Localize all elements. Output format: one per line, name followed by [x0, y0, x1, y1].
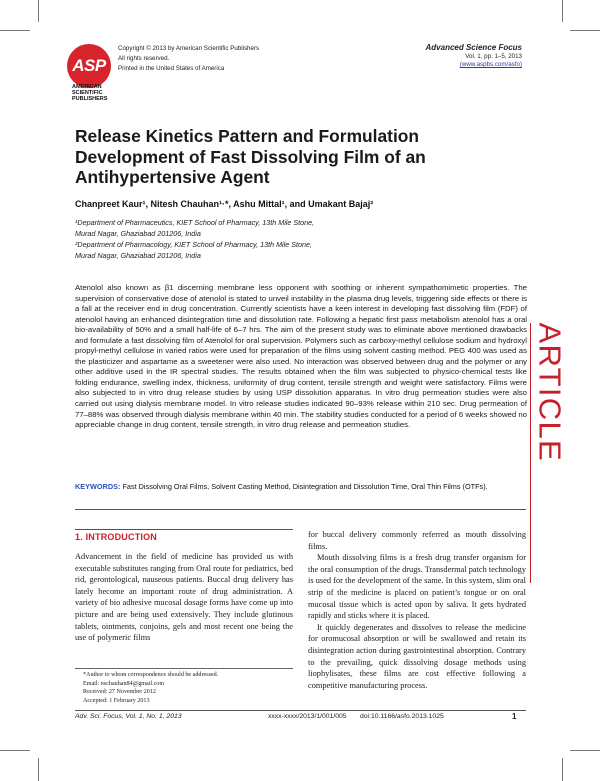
author-list: Chanpreet Kaur¹, Nitesh Chauhan¹·*, Ashu Mittal¹, and Umakant Bajaj² [75, 199, 374, 209]
footer-codes: xxxx-xxxx/2013/1/001/005 [268, 713, 347, 720]
footer-rule [75, 710, 526, 711]
publisher-logo [67, 44, 111, 88]
crop-mark [38, 0, 39, 22]
article-side-bar [530, 323, 531, 583]
crop-mark [0, 30, 30, 31]
paragraph: Mouth dissolving films is a fresh drug transfer organism for the oral consumption of the drugs. Transdermal patch technology is used for the development of the same. In this system, slim oral strip of the medicine is placed on patient’s tongue or on oral mucosal tissue which is acted upon by saliva. It gets hydrated rapidly and sticks where it is placed. [308, 553, 526, 621]
keywords-label: KEYWORDS: [75, 482, 121, 491]
footer-journal-ref: Adv. Sci. Focus, Vol. 1, No. 1, 2013 [75, 713, 182, 720]
crop-mark [570, 750, 600, 751]
footnote: *Author to whom correspondence should be addressed. Email: nschauhan84@gmail.com Received: 27 November 2012 Accepted: 1 February 2013 [83, 672, 219, 705]
paragraph: It quickly degenerates and dissolves to release the medicine for oromucosal absorption or will be swallowed and retain its disintegration action during gastrointestinal absorption. Contrary to the prevailing, quick dissolving dosage methods using liophylisates, these films are cost effective following a competitive manufacturing process. [308, 622, 526, 690]
affiliation-1: ¹Department of Pharmaceutics, KIET School of Pharmacy, 13th Mile Stone, Murad Nagar, Ghaziabad 201206, India [75, 218, 315, 238]
crop-mark [0, 750, 30, 751]
abstract: Atenolol also known as β1 discerning membrane less opponent with soothing or inherent sympathomimetic properties. The supervision of conservative dose of atenolol is stated to unveil instability in the plasma drug levels, triggering side effects or there is a fall at the receiver end in drug concentration. Currently scientists have a keen interest in developing fast dissolving film (FDF) of atenolol having an enhanced disintegration time and dissolution rate. Following a hepatic first pass metabolism atenolol has a oral bio-availability of 50% and a small half-life of 6–7 hrs. The aim of the present study was to eliminate above mentioned drawbacks and formulate a fast dissolving film of Atenolol for oral supervision. Polymers such as carboxy-methyl cellulose sodium and hydroxyl propyl-methyl cellulose in varied ratios were used for preparation of the films using solvent casting method. PEG 400 was used as the plasticizer and aspartame as a sweetener were also used. No interaction was observed between drug and the polymer or any other additive used in the IR spectral studies. The results obtained when the film was subjected to physico-chemical tests like folding endurance, swelling index, thickness, uniformity of drug content, tensile strength and weight were satisfactory. Films were also subjected to in vitro drug release studies by using USP dissolution apparatus. In vitro drug permeation studies were also carried out using dialysis membrane model. In vitro release studies indicated 90–93% release within 210 sec. Drug permeation of 77–88% was observed through dialysis membrane within 40 min. The stability studies conducted for a period of 6 weeks showed no appreciable change in drug content, tensile strength, in vitro drug release and permeation studies. [75, 283, 527, 430]
crop-mark [38, 758, 39, 781]
article-title: Release Kinetics Pattern and Formulation Development of Fast Dissolving Film of an Antihypertensive Agent [75, 126, 426, 187]
left-column [75, 551, 293, 644]
section-heading-introduction: 1. INTRODUCTION [75, 532, 158, 542]
journal-name: Advanced Science Focus [425, 43, 522, 52]
keywords-text: Fast Dissolving Oral Films, Solvent Casting Method, Disintegration and Dissolution Time, Oral Thin Films (OTFs). [122, 482, 488, 491]
footer-doi: doi:10.1166/asfo.2013.1025 [360, 713, 444, 720]
crop-mark [562, 758, 563, 781]
keywords [75, 482, 527, 493]
footnote-rule [75, 668, 293, 669]
section-heading-rule [75, 529, 293, 530]
page-number: 1 [512, 712, 517, 721]
logo-text: ASP [72, 56, 106, 75]
section-divider [75, 509, 526, 510]
copyright-notice: Copyright © 2013 by American Scientific Publishers All rights reserved. Printed in the United States of America [118, 45, 260, 72]
crop-mark [570, 30, 600, 31]
affiliation-2: ²Department of Pharmacology, KIET School of Pharmacy, 13th Mile Stone, Murad Nagar, Ghaziabad 201206, India [75, 240, 313, 260]
volume-line: Vol. 1, pp. 1–5, 2013 [465, 53, 522, 60]
right-column [308, 529, 526, 691]
journal-url-link[interactable]: (www.aspbs.com/asfo) [459, 61, 522, 69]
crop-mark [562, 0, 563, 22]
journal-info [426, 43, 522, 70]
paragraph: for buccal delivery commonly referred as mouth dissolving films. [308, 530, 526, 551]
paragraph: Advancement in the field of medicine has provided us with executable substitutes ranging from Oral route for pediatrics, bed rid, gerontological, nauseous patients. Buccal drug delivery has lately become an important route of drug administration. A variety of bio adhesive mucosal dosage forms have come up into picture and are being used extensively. They include glutinous tablets, ointments, conjoins, gels and most recent one being the use of polymeric films [75, 552, 293, 643]
publisher-name: AMERICAN SCIENTIFIC PUBLISHERS [72, 84, 108, 102]
